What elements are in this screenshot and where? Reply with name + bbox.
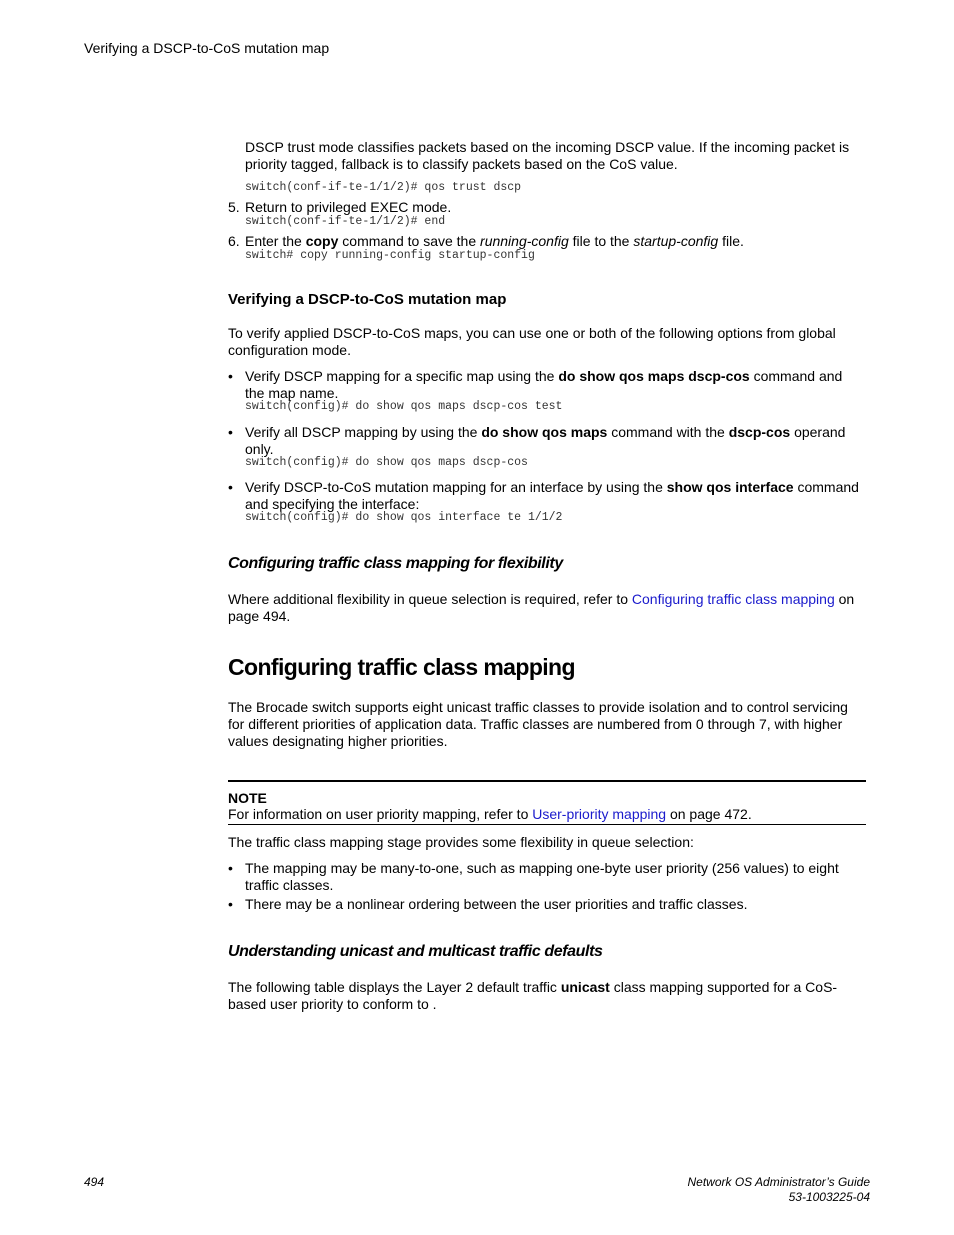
file-name: startup-config [633, 233, 719, 249]
defaults-paragraph [228, 979, 868, 1013]
bullet-text: command with the [607, 424, 729, 440]
paragraph-text: Where additional flexibility in queue selection is required, refer to [228, 591, 632, 607]
step-text: file. [718, 233, 744, 249]
running-header: Verifying a DSCP-to-CoS mutation map [84, 40, 330, 56]
bullet-marker: • [228, 479, 233, 495]
stage-intro: The traffic class mapping stage provides some flexibility in queue selection: [228, 834, 694, 850]
step-number: 5. [228, 199, 240, 215]
bullet-marker: • [228, 860, 233, 876]
file-name: running-config [480, 233, 569, 249]
code-show-interface: switch(config)# do show qos interface te 1/1/2 [245, 511, 563, 524]
command-name: do show qos maps [481, 424, 608, 440]
bullet-text: Verify all DSCP mapping by using the [245, 424, 482, 440]
paragraph-text: on page 494. [228, 591, 855, 624]
bullet-text: command and the map name. [245, 368, 843, 401]
bullet-marker: • [228, 368, 233, 384]
note-label: NOTE [228, 790, 267, 806]
step-text: command to save the [338, 233, 481, 249]
step-5 [228, 199, 868, 216]
link-user-priority-mapping[interactable]: User-priority mapping [532, 806, 667, 822]
note-body: For information on user priority mapping, refer to [228, 806, 533, 822]
traffic-class-paragraph: The Brocade switch supports eight unicast traffic classes to provide isolation and to control servicing for different priorities of application data. Traffic classes are numbered from 0 through 7, with higher values designating higher priorities. [228, 699, 848, 749]
command-name: do show qos maps dscp-cos [558, 368, 750, 384]
guide-title: Network OS Administrator’s Guide [687, 1175, 870, 1189]
emphasis: unicast [560, 979, 610, 995]
section-heading-flexibility: Configuring traffic class mapping for flexibility [228, 555, 563, 572]
code-show-maps: switch(config)# do show qos maps dscp-cos [245, 456, 528, 469]
section-heading-verify: Verifying a DSCP-to-CoS mutation map [228, 291, 507, 308]
document-number: 53-1003225-04 [788, 1190, 870, 1204]
flexibility-paragraph [228, 591, 868, 625]
code-show-maps-test: switch(config)# do show qos maps dscp-cos test [245, 400, 563, 413]
paragraph-text: class mapping supported for a CoS-based user priority to conform to . [228, 979, 838, 1012]
section-heading-traffic-class-mapping: Configuring traffic class mapping [228, 654, 575, 680]
bullet-text: command and specifying the interface: [245, 479, 859, 512]
step-number: 6. [228, 233, 240, 249]
page-number: 494 [84, 1175, 105, 1189]
note-bottom-rule [228, 824, 866, 825]
verify-intro: To verify applied DSCP-to-CoS maps, you can use one or both of the following options from global configuration mode. [228, 325, 836, 358]
paragraph-text: The following table displays the Layer 2 default traffic [228, 979, 561, 995]
bullet-marker: • [228, 896, 233, 912]
command-name: copy [305, 233, 339, 249]
trust-mode-paragraph: DSCP trust mode classifies packets based on the incoming DSCP value. If the incoming packet is priority tagged, fallback is to classify packets based on the CoS value. [245, 139, 850, 172]
code-copy: switch# copy running-config startup-config [245, 249, 535, 262]
bullet-text: There may be a nonlinear ordering between the user priorities and traffic classes. [245, 896, 748, 912]
bullet-marker: • [228, 424, 233, 440]
code-qos-trust: switch(conf-if-te-1/1/2)# qos trust dscp [245, 181, 522, 194]
step-text: Return to privileged EXEC mode. [245, 199, 452, 215]
footer-doc-info [687, 1175, 870, 1205]
bullet-text: Verify DSCP mapping for a specific map using the [245, 368, 559, 384]
bullet-text: operand only. [245, 424, 846, 457]
section-heading-defaults: Understanding unicast and multicast traffic defaults [228, 943, 603, 960]
link-configuring-traffic-class-mapping[interactable]: Configuring traffic class mapping [631, 591, 835, 607]
command-name: show qos interface [666, 479, 794, 495]
command-name: dscp-cos [728, 424, 791, 440]
step-6 [228, 233, 868, 250]
note-top-rule [228, 780, 866, 782]
bullet-text: The mapping may be many-to-one, such as mapping one-byte user priority (256 values) to eight traffic classes. [245, 860, 839, 893]
step-text: Enter the [245, 233, 306, 249]
code-end: switch(conf-if-te-1/1/2)# end [245, 215, 446, 228]
bullet-text: Verify DSCP-to-CoS mutation mapping for an interface by using the [245, 479, 667, 495]
note-body: on page 472. [666, 806, 752, 822]
step-text: file to the [568, 233, 634, 249]
note-text [228, 806, 868, 823]
